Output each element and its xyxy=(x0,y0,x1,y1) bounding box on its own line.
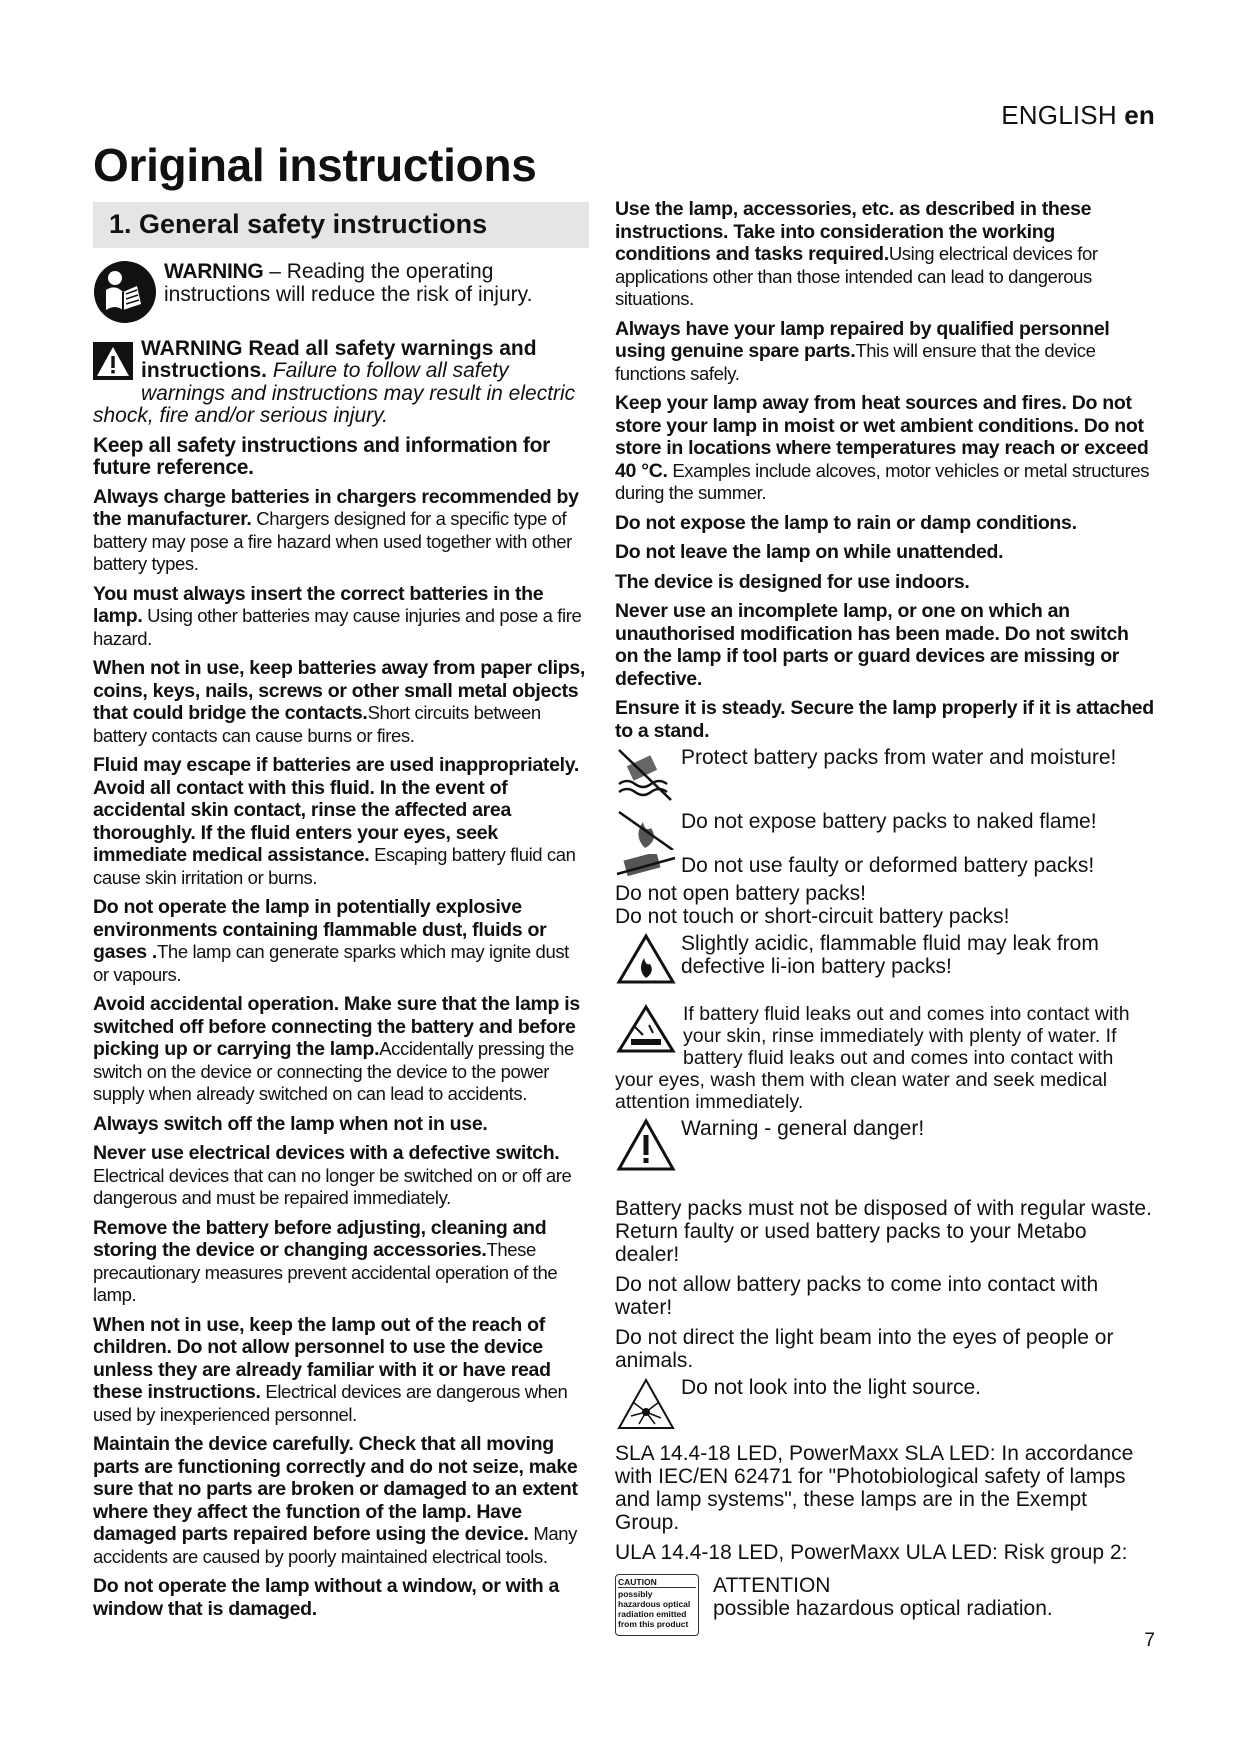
paragraph-text: This will ensure that the device functions safely. xyxy=(615,340,1096,384)
laser-warning-icon xyxy=(615,1376,677,1438)
language-label xyxy=(1001,100,1155,131)
right-paragraph xyxy=(615,541,1155,564)
symbol-faulty xyxy=(615,854,1155,882)
page-number: 7 xyxy=(1144,1630,1155,1651)
symbol-look xyxy=(615,1376,1155,1434)
paragraph-bold: Remove the battery before adjusting, cleaning and storing the device or changing accessories. xyxy=(93,1216,547,1261)
left-paragraph xyxy=(93,993,589,1106)
flammable-warning-icon xyxy=(615,932,677,992)
paragraph-bold: Fluid may escape if batteries are used inappropriately. Avoid all contact with this fluid. In the event of accidental skin contact, rinse the affected area thoroughly. If the fluid enters your eyes, seek immediate medical assistance. xyxy=(93,754,579,866)
paragraph-bold: Keep your lamp away from heat sources and fires. Do not store your lamp in moist or wet ambient conditions. Do not store in locations where temperatures may reach or exceed 40 °C. xyxy=(615,392,1149,482)
attention-text-block xyxy=(713,1574,1053,1620)
ula-text: ULA 14.4-18 LED, PowerMaxx ULA LED: Risk group 2: xyxy=(615,1541,1128,1564)
right-paragraph xyxy=(615,571,1155,594)
keep-instructions-text: Keep all safety instructions and information for future reference. xyxy=(93,433,551,479)
left-paragraph xyxy=(93,1433,589,1568)
water-contact-text: Do not allow battery packs to come into contact with water! xyxy=(615,1273,1099,1319)
beam-text: Do not direct the light beam into the eyes of people or animals. xyxy=(615,1326,1114,1372)
symbol-flame xyxy=(615,810,1155,850)
symbol-acidic-text: Slightly acidic, flammable fluid may leak from defective li-ion battery packs! xyxy=(681,931,1099,978)
paragraph-bold: Always switch off the lamp when not in use. xyxy=(93,1112,488,1135)
paragraph-text: Accidentally pressing the switch on the device or connecting the device to the power supply when already switched on can lead to accidents. xyxy=(93,1038,574,1104)
left-paragraph xyxy=(93,583,589,651)
paragraph-text: The lamp can generate sparks which may ignite dust or vapours. xyxy=(93,941,569,985)
warning-read-all xyxy=(93,338,589,428)
symbol-look-text: Do not look into the light source. xyxy=(681,1376,982,1399)
paragraph-bold: Maintain the device carefully. Check that all moving parts are functioning correctly and do not seize, make sure that no parts are broken or damaged to an extent where they affect the function of the lamp. Have damaged parts repaired before using the device. xyxy=(93,1433,578,1545)
paragraph-bold: Do not expose the lamp to rain or damp conditions. xyxy=(615,511,1077,534)
read-manual-warning xyxy=(93,260,589,330)
keep-instructions xyxy=(93,435,589,479)
left-paragraph xyxy=(93,754,589,889)
paragraph-bold: Do not operate the lamp in potentially explosive environments containing flammable dust, fluids or gases . xyxy=(93,896,547,963)
warning-triangle-icon xyxy=(93,342,133,386)
paragraph-text: Short circuits between battery contacts can cause burns or fires. xyxy=(93,702,541,746)
page-title: Original instructions xyxy=(93,139,537,191)
open-battery-text: Do not open battery packs! xyxy=(615,881,866,905)
right-paragraph xyxy=(615,512,1155,535)
caution-block xyxy=(615,1574,1155,1636)
paragraph-bold: When not in use, keep the lamp out of the reach of children. Do not allow personnel to use the device unless they are already familiar with it or have read these instructions. xyxy=(93,1313,551,1403)
warning-heading: WARNING Read all safety warnings and instructions. xyxy=(141,336,537,382)
symbol-general-text: Warning - general danger! xyxy=(681,1117,925,1140)
paragraph-text: Using electrical devices for applications other than those intended can lead to dangerous situations. xyxy=(615,243,1098,309)
left-paragraph xyxy=(93,1142,589,1210)
symbol-water-text: Protect battery packs from water and moisture! xyxy=(681,746,1117,769)
no-flame-icon xyxy=(615,810,677,856)
paragraph-text: Electrical devices that can no longer be switched on or off are dangerous and must be repaired immediately. xyxy=(93,1164,572,1208)
paragraph-bold: Always have your lamp repaired by qualified personnel using genuine spare parts. xyxy=(615,317,1110,362)
paragraph-bold: Ensure it is steady. Secure the lamp properly if it is attached to a stand. xyxy=(615,697,1154,742)
paragraph-bold: Do not operate the lamp without a window, or with a window that is damaged. xyxy=(93,1575,560,1620)
left-paragraph xyxy=(93,1575,589,1620)
touch-battery-text: Do not touch or short-circuit battery packs! xyxy=(615,904,1010,928)
right-paragraph xyxy=(615,318,1155,386)
attention-text: possible hazardous optical radiation. xyxy=(713,1597,1053,1620)
dispose-text: Battery packs must not be disposed of with regular waste. Return faulty or used battery packs to your Metabo dealer! xyxy=(615,1197,1152,1266)
no-faulty-battery-icon xyxy=(615,854,677,882)
left-paragraph xyxy=(93,1113,589,1136)
paragraph-bold: You must always insert the correct batteries in the lamp. xyxy=(93,582,544,627)
paragraph-text: Escaping battery fluid can cause skin irritation or burns. xyxy=(93,844,576,888)
caution-label-icon xyxy=(615,1574,699,1636)
right-column xyxy=(615,198,1155,1640)
read-manual-icon xyxy=(93,260,157,330)
caution-label-title: CAUTION xyxy=(618,1577,696,1588)
right-paragraph xyxy=(615,392,1155,505)
attention-heading: ATTENTION xyxy=(713,1574,831,1597)
caution-label-body: possibly hazardous optical radiation emitted from this product xyxy=(618,1589,691,1629)
paragraph-text: Electrical devices are dangerous when used by inexperienced personnel. xyxy=(93,1381,568,1425)
paragraph-text: Using other batteries may cause injuries and pose a fire hazard. xyxy=(93,605,582,649)
paragraph-bold: When not in use, keep batteries away from paper clips, coins, keys, nails, screws or other small metal objects that could bridge the contacts. xyxy=(93,657,586,724)
language-name: ENGLISH xyxy=(1001,100,1117,130)
left-column xyxy=(93,198,589,1627)
symbol-flame-text: Do not expose battery packs to naked flame! xyxy=(681,810,1097,833)
paragraph-text: Examples include alcoves, motor vehicles or metal structures during the summer. xyxy=(615,459,1150,503)
leak-text: If battery fluid leaks out and comes into contact with your skin, rinse immediately with plenty of water. If battery fluid leaks out and comes into contact with your eyes, wash them with clean water and seek medical attention immediately. xyxy=(615,1003,1130,1113)
left-paragraph xyxy=(93,1217,589,1307)
paragraph-bold: Never use electrical devices with a defective switch. xyxy=(93,1142,560,1164)
symbol-water xyxy=(615,746,1155,806)
left-paragraph xyxy=(93,896,589,986)
paragraph-bold: Use the lamp, accessories, etc. as described in these instructions. Take into consideration the working conditions and tasks required. xyxy=(615,198,1092,265)
paragraph-bold: Never use an incomplete lamp, or one on which an unauthorised modification has been made. Do not switch on the lamp if tool parts or guard devices are missing or defective. xyxy=(615,600,1129,690)
no-water-icon xyxy=(615,746,677,810)
paragraph-bold: Always charge batteries in chargers recommended by the manufacturer. xyxy=(93,485,579,530)
symbol-general xyxy=(615,1117,1155,1193)
right-paragraph xyxy=(615,600,1155,690)
paragraph-bold: The device is designed for use indoors. xyxy=(615,570,970,593)
general-danger-icon xyxy=(615,1117,677,1179)
warning-text: – Reading the operating instructions will reduce the risk of injury. xyxy=(164,260,533,306)
symbol-acidic xyxy=(615,932,1155,992)
paragraph-text: Chargers designed for a specific type of battery may pose a fire hazard when used together with other battery types. xyxy=(93,508,572,574)
paragraph-text: Many accidents are caused by poorly maintained electrical tools. xyxy=(93,1523,578,1567)
leak-paragraph xyxy=(615,1003,1155,1113)
left-paragraph xyxy=(93,657,589,747)
caution-label xyxy=(615,1574,699,1636)
symbol-faulty-text: Do not use faulty or deformed battery packs! xyxy=(681,854,1095,877)
warning-italic-text: Failure to follow all safety warnings and instructions may result in electric shock, fire and/or serious injury. xyxy=(93,359,576,427)
paragraph-text: These precautionary measures prevent accidental operation of the lamp. xyxy=(93,1239,558,1305)
left-paragraph xyxy=(93,1314,589,1427)
paragraph-bold: Avoid accidental operation. Make sure that the lamp is switched off before connecting the battery and before picking up or carrying the lamp. xyxy=(93,993,580,1060)
corrosive-warning-icon xyxy=(615,1003,677,1060)
sla-text: SLA 14.4-18 LED, PowerMaxx SLA LED: In accordance with IEC/EN 62471 for "Photobiological safety of lamps and lamp systems", these lamps are in the Exempt Group. xyxy=(615,1442,1134,1534)
language-code: en xyxy=(1124,100,1155,130)
right-paragraph xyxy=(615,198,1155,311)
left-paragraph xyxy=(93,486,589,576)
paragraph-bold: Do not leave the lamp on while unattended. xyxy=(615,541,1004,563)
section-heading: 1. General safety instructions xyxy=(93,202,589,248)
warning-label: WARNING xyxy=(164,260,264,283)
right-paragraph xyxy=(615,697,1155,742)
